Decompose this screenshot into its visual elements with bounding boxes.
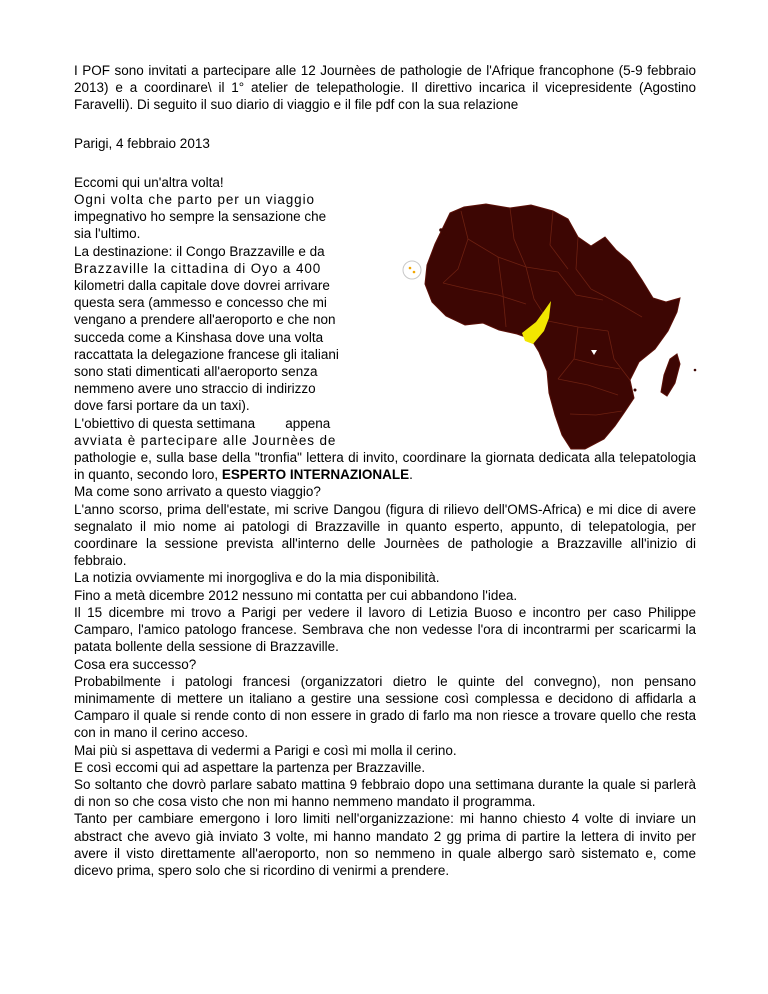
line: avviata è partecipare alle Journèes de bbox=[74, 432, 337, 448]
paragraph: So soltanto che dovrò parlare sabato mattina 9 febbraio dopo una settimana durante la quale si parlerà di non so che cosa visto che non mi hanno nemmeno mandato il programma. bbox=[74, 776, 696, 810]
line: Brazzaville la cittadina di Oyo a 400 bbox=[74, 260, 322, 276]
expert-label: ESPERTO INTERNAZIONALE bbox=[221, 467, 410, 483]
line: sia l'ultimo. bbox=[74, 226, 141, 242]
paragraph: Mai più si aspettava di vedermi a Parigi e così mi molla il cerino. bbox=[74, 742, 457, 758]
paragraph: L'anno scorso, prima dell'estate, mi scrive Dangou (figura di rilievo dell'OMS-Africa) e mi dice di avere segnalato il mio nome ai patologi di Brazzaville in quanto esperto, appunto, di telepatologia, per coordinare la sessione prevista all'interno delle Journèes de pathologie a Brazzaville all'inizio di febbraio. bbox=[74, 501, 696, 569]
diary-date: Parigi, 4 febbraio 2013 bbox=[74, 135, 210, 151]
intro-paragraph: I POF sono invitati a partecipare alle 12 Journèes de pathologie de l'Afrique francophone (5-9 febbraio 2013) e a coordinare\ il 1° atelier de telepathologie. Il direttivo incarica il vicepresidente (Agostino Faravelli). Di seguito il suo diario di viaggio e il file pdf con la sua relazione bbox=[74, 63, 696, 113]
line: Eccomi qui un'altra volta! bbox=[74, 174, 224, 190]
line: kilometri dalla capitale dove dovrei arrivare bbox=[74, 278, 330, 294]
line: raccattata la delegazione francese gli italiani bbox=[74, 346, 339, 362]
objective-paragraph bbox=[74, 449, 696, 483]
objective-end: . bbox=[409, 467, 413, 483]
line: La destinazione: il Congo Brazzaville e da bbox=[74, 243, 325, 259]
line: Ogni volta che parto per un viaggio bbox=[74, 192, 315, 208]
line: succeda come a Kinshasa dove una volta bbox=[74, 329, 324, 345]
paragraph: Fino a metà dicembre 2012 nessuno mi contatta per cui abbandono l'idea. bbox=[74, 587, 518, 603]
paragraph: Ma come sono arrivato a questo viaggio? bbox=[74, 484, 321, 500]
line: questa sera (ammesso e concesso che mi bbox=[74, 295, 327, 311]
line: L'obiettivo di questa settimana appena bbox=[74, 415, 331, 431]
document-body bbox=[74, 62, 696, 879]
line: impegnativo ho sempre la sensazione che bbox=[74, 209, 327, 225]
paragraph: Tanto per cambiare emergono i loro limiti nell'organizzazione: mi hanno chiesto 4 volte di inviare un abstract che avevo già inviato 3 volte, mi hanno mandato 2 gg prima di partire la lettera di invito per avere il visto direttamente all'aeroporto, non so nemmeno in quale albergo sarò sistemato e, come dicevo prima, spero solo che si ricordino di venirmi a prendere. bbox=[74, 811, 696, 878]
line: nemmeno avere uno straccio di indirizzo bbox=[74, 381, 316, 397]
paragraph: Probabilmente i patologi francesi (organizzatori dietro le quinte del convegno), non pensano minimamente di mettere un italiano a gestire una sessione così complessa e decidono di affidarla a Camparo il quale si rende conto di non essere in grado di farlo ma non riesce a trovare quello che resta con in mano il cerino acceso. bbox=[74, 673, 696, 741]
line: sono stati dimenticati all'aeroporto senza bbox=[74, 364, 318, 380]
paragraph: E così eccomi qui ad aspettare la partenza per Brazzaville. bbox=[74, 759, 426, 775]
objective-text: pathologie e, sulla base della "tronfia" lettera di invito, coordinare la giornata dedicata alla telepatologia in quanto, secondo loro, bbox=[74, 450, 696, 483]
line: vengano a prendere all'aeroporto e che non bbox=[74, 312, 336, 328]
paragraph: Cosa era successo? bbox=[74, 656, 197, 672]
text-beside-map bbox=[74, 174, 386, 449]
paragraph: La notizia ovviamente mi inorgogliva e do la mia disponibilità. bbox=[74, 570, 440, 586]
line: dove farsi portare da un taxi). bbox=[74, 398, 250, 414]
paragraph: Il 15 dicembre mi trovo a Parigi per vedere il lavoro di Letizia Buoso e incontro per caso Philippe Camparo, l'amico patologo francese. Sembrava che non vedesse l'ora di incontrarmi per scaricarmi la patata bollente della sessione di Brazzaville. bbox=[74, 604, 696, 655]
